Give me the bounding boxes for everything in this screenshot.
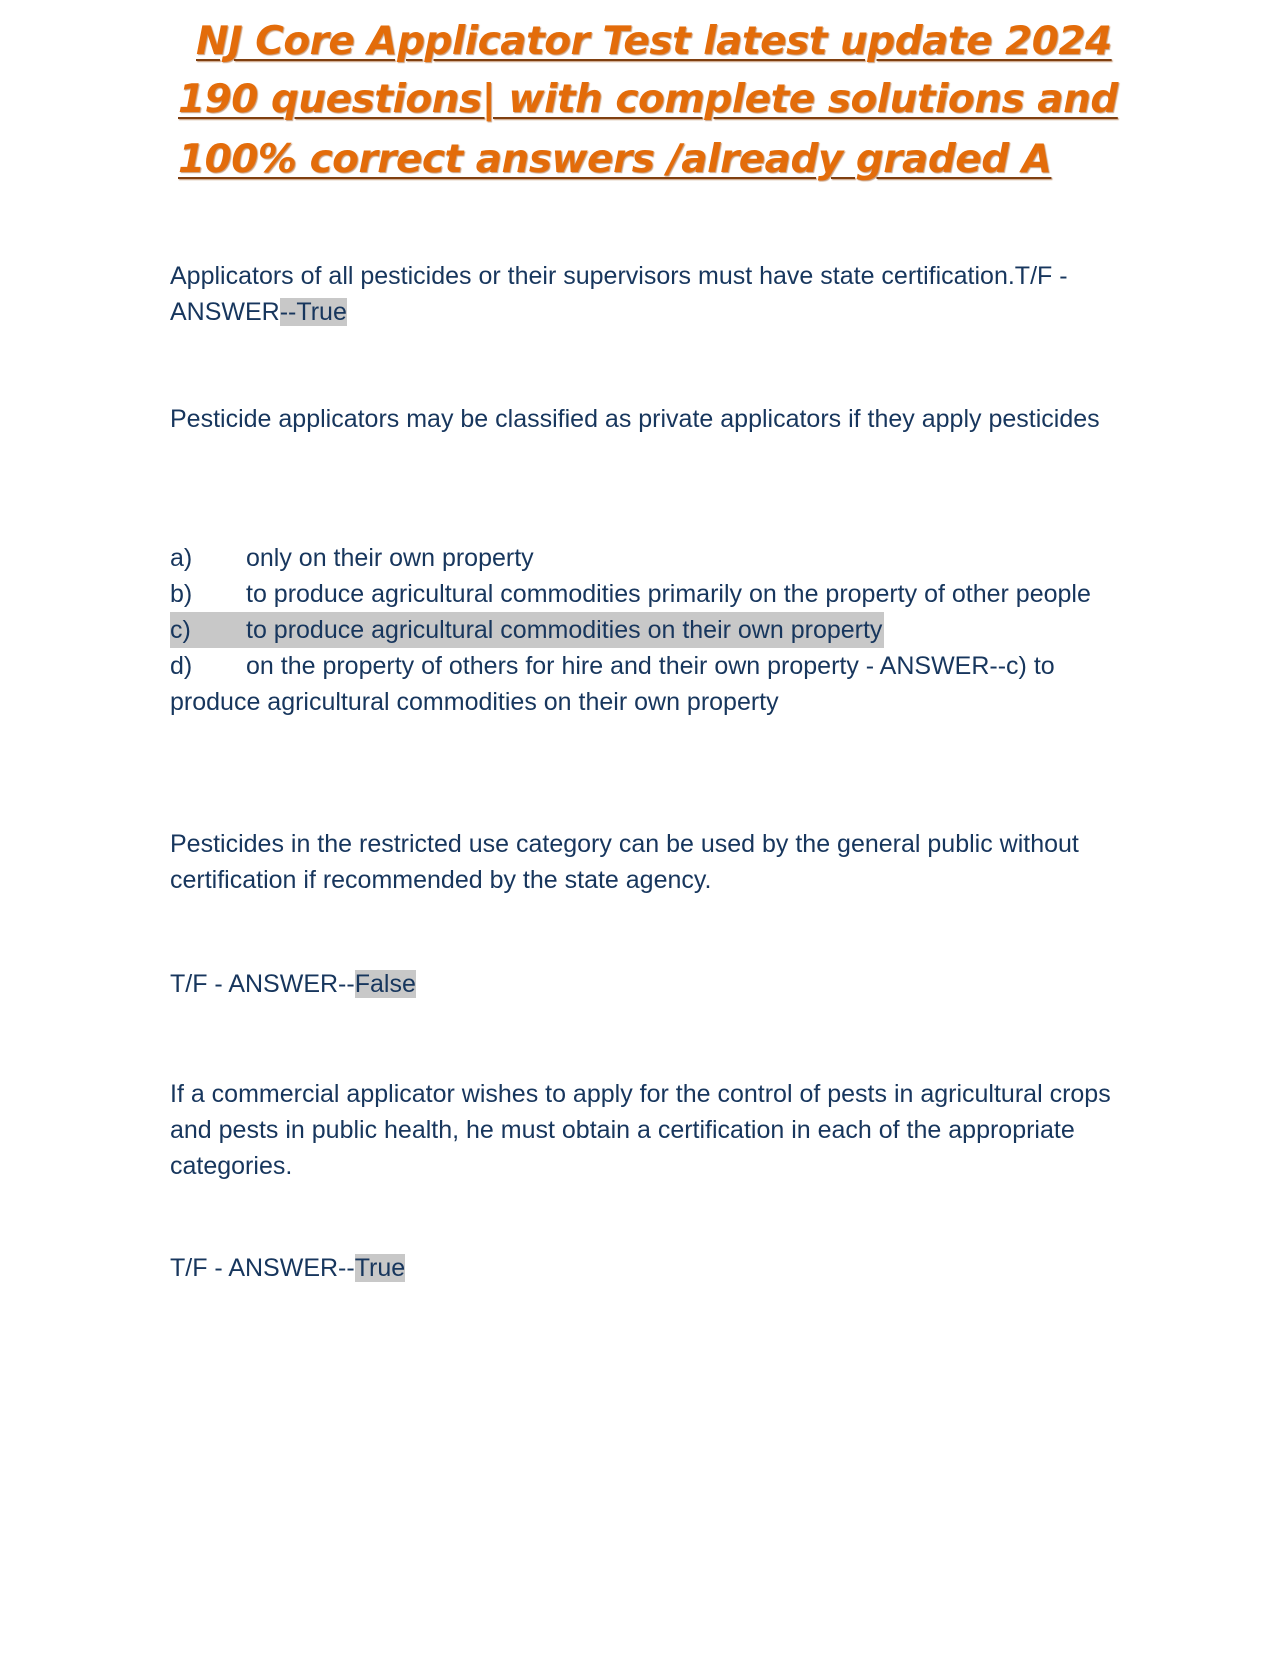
question-1-answer: --True [279, 298, 347, 326]
question-2-options [170, 540, 1145, 720]
option-b-letter: b) [170, 580, 193, 608]
question-4-answer-line [170, 1250, 1145, 1286]
question-3-answer: False [354, 970, 416, 998]
title-line-3: 100% correct answers /already graded A [178, 137, 1052, 182]
question-4-text: If a commercial applicator wishes to apply for the control of pests in agricultural crops and pests in public health, he must obtain a certification in each of the appropriate categories. [170, 1080, 1111, 1180]
question-4-answer-prefix: T/F - ANSWER-- [170, 1254, 355, 1282]
question-2-stem: Pesticide applicators may be classified as private applicators if they apply pesticides [170, 405, 1100, 433]
option-c-letter: c) [170, 616, 191, 644]
option-b-text: to produce agricultural commodities primarily on the property of other people [246, 580, 1091, 608]
option-c [170, 612, 884, 648]
option-b [170, 576, 1145, 612]
option-c-text: to produce agricultural commodities on their own property [246, 616, 883, 644]
title-line-1: NJ Core Applicator Test latest update 2024 [196, 19, 1112, 64]
question-4-answer: True [354, 1254, 406, 1282]
question-1 [170, 258, 1145, 330]
option-a-text: only on their own property [246, 544, 534, 572]
option-a-letter: a) [170, 544, 193, 572]
title-line-2: 190 questions| with complete solutions and [178, 77, 1118, 122]
option-a [170, 540, 1145, 576]
option-d-text: on the property of others for hire and their own property - ANSWER--c) to produce agricultural commodities on their own property [170, 652, 1055, 716]
question-1-text: Applicators of all pesticides or their supervisors must have state certification.T/F - ANSWER [170, 262, 1068, 326]
question-3-answer-prefix: T/F - ANSWER-- [170, 970, 355, 998]
question-3-text: Pesticides in the restricted use category can be used by the general public without certification if recommended by the state agency. [170, 830, 1079, 894]
option-d-letter: d) [170, 652, 193, 680]
question-3-answer-line [170, 966, 1145, 1002]
option-d [170, 648, 1145, 720]
